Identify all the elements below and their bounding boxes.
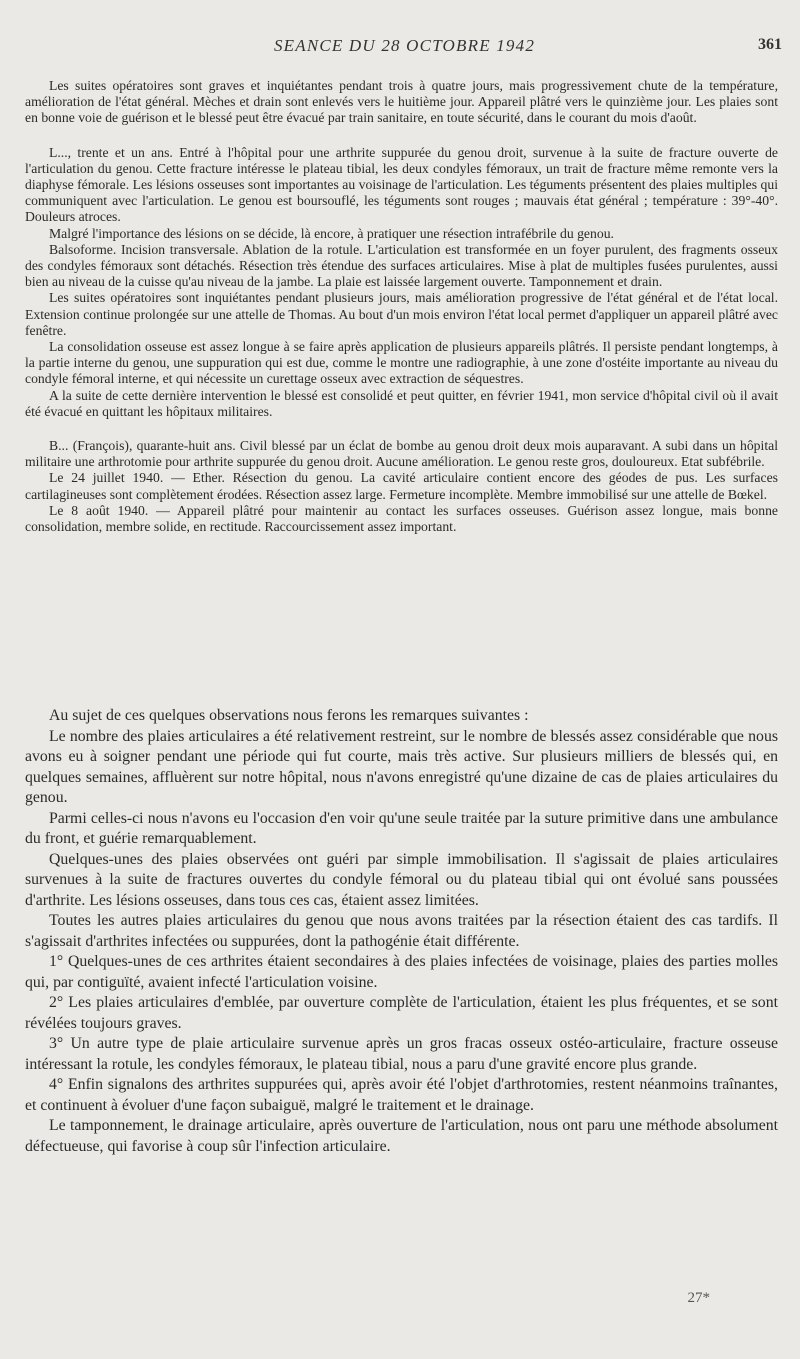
running-title: SEANCE DU 28 OCTOBRE 1942 xyxy=(273,36,536,55)
case-observations xyxy=(25,78,778,535)
paragraph: 3° Un autre type de plaie articulaire survenue après un gros fracas osseux ostéo-articulaire, fracture osseuse intéressant la rotule, les condyles fémoraux, le plateau tibial, nous a paru d'une gravité encore plus grande. xyxy=(25,1035,778,1073)
paragraph: Le 24 juillet 1940. — Ether. Résection du genou. La cavité articulaire contient encore des géodes de pus. Les surfaces cartilagineuses sont complètement érodées. Résection assez large. Fermeture incomplète. Membre immobilisé sur une attelle de Bœkel. xyxy=(25,470,778,502)
paragraph: Les suites opératoires sont inquiétantes pendant plusieurs jours, mais amélioration progressive de l'état général et de l'état local. Extension continue prolongée sur une attelle de Thomas. Au bout d'un mois environ l'état local permet d'appliquer un appareil plâtré avec fenêtre. xyxy=(25,290,778,338)
paragraph: Les suites opératoires sont graves et inquiétantes pendant trois à quatre jours, mais progressivement chute de la température, amélioration de l'état général. Mèches et drain sont enlevés vers le huitième jour. Appareil plâtré vers le quinzième jour. Les plaies sont en bonne voie de guérison et le blessé peut être évacué par train sanitaire, en toute sécurité, dans le courant du mois d'août. xyxy=(25,78,778,126)
paragraph: Malgré l'importance des lésions on se décide, là encore, à pratiquer une résection intrafébrile du genou. xyxy=(49,225,614,241)
paragraph: Toutes les autres plaies articulaires du genou que nous avons traitées par la résection étaient des cas tardifs. Il s'agissait d'arthrites infectées ou suppurées, dont la pathogénie était différente. xyxy=(25,912,778,950)
paragraph: Le tamponnement, le drainage articulaire, après ouverture de l'articulation, nous ont paru une méthode absolument défectueuse, qui favorise à coup sûr l'infection articulaire. xyxy=(25,1117,778,1155)
paragraph: Au sujet de ces quelques observations nous ferons les remarques suivantes : xyxy=(49,707,529,724)
paragraph: 1° Quelques-unes de ces arthrites étaient secondaires à des plaies infectées de voisinage, plaies des parties molles qui, par contiguïté, avaient infecté l'articulation voisine. xyxy=(25,953,778,991)
paragraph: 2° Les plaies articulaires d'emblée, par ouverture complète de l'articulation, étaient les plus fréquentes, et se sont révélées toujours graves. xyxy=(25,994,778,1032)
paragraph: La consolidation osseuse est assez longue à se faire après application de plusieurs appareils plâtrés. Il persiste pendant longtemps, à la partie interne du genou, une suppuration qui est due, comme le montre une radiographie, à une zone d'ostéite importante au niveau du condyle fémoral interne, et qui nécessite un curettage osseux avec extraction de séquestres. xyxy=(25,339,778,387)
paragraph: Le nombre des plaies articulaires a été relativement restreint, sur le nombre de blessés assez considérable que nous avons eu à soigner pendant une période qui fut courte, mais très active. Sur plusieurs milliers de blessés qui, en quelques semaines, affluèrent sur notre hôpital, nous n'avons enregistré qu'une dizaine de cas de plaies articulaires du genou. xyxy=(25,727,778,806)
paragraph: L..., trente et un ans. Entré à l'hôpital pour une arthrite suppurée du genou droit, survenue à la suite de fracture ouverte de l'articulation du genou. Cette fracture intéresse le plateau tibial, les deux condyles fémoraux, un trait de fracture même remonte vers la diaphyse fémorale. Les lésions osseuses sont importantes au voisinage de l'articulation. Les téguments présentent des plaies multiples qui communiquent avec l'articulation. Le genou est boursouflé, les téguments sont rouges ; mauvais état général ; température : 39°-40°. Douleurs atroces. xyxy=(25,144,778,225)
paragraph: A la suite de cette dernière intervention le blessé est consolidé et peut quitter, en février 1941, mon service d'hôpital civil où il avait été évacué en quittant les hôpitaux militaires. xyxy=(25,387,778,419)
paragraph: Parmi celles-ci nous n'avons eu l'occasion d'en voir qu'une seule traitée par la suture primitive dans une ambulance du front, et guérie remarquablement. xyxy=(25,809,778,847)
paragraph: Balsoforme. Incision transversale. Ablation de la rotule. L'articulation est transformée en un foyer purulent, des fragments osseux des condyles fémoraux sont détachés. Résection très étendue des surfaces articulaires. Mise à plat de multiples fusées purulentes, aussi bien au niveau de la cuisse qu'au niveau de la jambe. La plaie est laissée largement ouverte. Tamponnement et drain. xyxy=(25,241,778,290)
discussion-remarks xyxy=(25,706,778,1157)
paragraph: Quelques-unes des plaies observées ont guéri par simple immobilisation. Il s'agissait de plaies articulaires survenues à la suite de fractures ouvertes du condyle fémoral ou du plateau tibial qui ont évolué sans poussées d'arthrite. Les lésions osseuses, dans tous ces cas, étaient assez limitées. xyxy=(25,850,778,909)
paragraph: Le 8 août 1940. — Appareil plâtré pour maintenir au contact les surfaces osseuses. Guérison assez longue, mais bonne consolidation, membre solide, en rectitude. Raccourcissement assez important. xyxy=(25,502,778,535)
page-number: 361 xyxy=(758,36,782,53)
paragraph: 4° Enfin signalons des arthrites suppurées qui, après avoir été l'objet d'arthrotomies, restent néanmoins traînantes, et continuent à évoluer d'une façon subaiguë, malgré le traitement et le drainage. xyxy=(25,1076,778,1114)
running-header xyxy=(27,36,782,62)
signature-mark: 27* xyxy=(687,1290,710,1306)
paragraph: B... (François), quarante-huit ans. Civil blessé par un éclat de bombe au genou droit deux mois auparavant. A subi dans un hôpital militaire une arthrotomie pour arthrite suppurée du genou droit. Aucune amélioration. Le genou reste gros, douloureux. Etat subfébrile. xyxy=(25,438,778,470)
